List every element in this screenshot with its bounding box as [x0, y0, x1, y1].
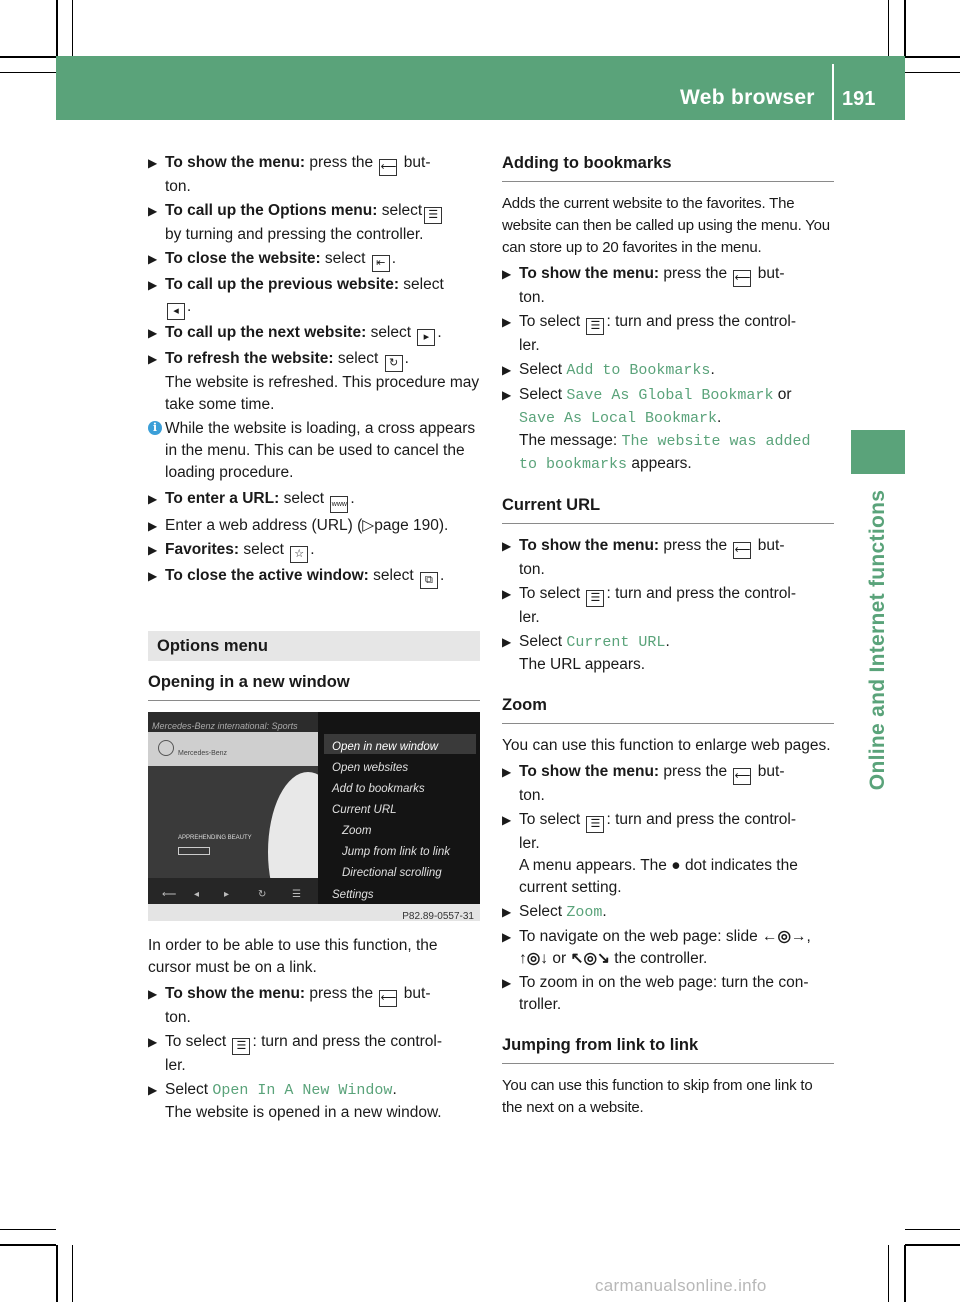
refresh-icon: ↻	[258, 889, 267, 900]
list-item: ▶ Favorites: select ☆ .	[148, 539, 480, 563]
options-icon: ☰	[292, 889, 301, 900]
paragraph: Adds the current website to the favorites. The website can then be called up using the menu. You can store up to 20 favorites in the menu.	[502, 195, 830, 256]
figure-options-menu	[318, 712, 480, 904]
options-icon: ☰	[232, 1038, 250, 1055]
back-icon: ⟵	[162, 889, 177, 900]
options-icon: ☰	[586, 816, 604, 833]
list-item: ▶ To select ☰ : turn and press the control- ler.	[502, 585, 797, 626]
list-item: ▶ To enter a URL: select www .	[148, 488, 480, 513]
section-banner: Options menu	[148, 631, 480, 661]
url-icon: www	[330, 496, 348, 513]
step-arrow-icon: ▶	[148, 987, 158, 1001]
crop-mark	[904, 1245, 906, 1302]
paragraph: In order to be able to use this function, the cursor must be on a link.	[148, 937, 438, 976]
list-item: ▶ To show the menu: press the ⟵ but- ton.	[502, 537, 785, 578]
list-item: ▶ To show the menu: press the ⟵ but- ton.	[148, 985, 431, 1026]
step-arrow-icon: ▶	[502, 388, 512, 402]
crop-mark	[0, 72, 56, 73]
list-item: ▶ To zoom in on the web page: turn the con- troller.	[502, 974, 809, 1013]
chapter-tab	[851, 430, 905, 474]
paragraph: You can use this function to skip from one link to the next on a website.	[502, 1077, 813, 1116]
crop-mark	[72, 1245, 73, 1302]
back-icon: ⟵	[733, 542, 751, 559]
controller-slide-lr-icon: ←◎→	[762, 928, 807, 945]
step-arrow-icon: ▶	[148, 1035, 158, 1049]
figure-toolbar	[148, 878, 318, 904]
next-icon: ▸	[224, 889, 230, 900]
step-arrow-icon: ▶	[502, 765, 512, 779]
list-item: ▶ To select ☰ : turn and press the control- ler.	[148, 1033, 443, 1074]
section-heading: Adding to bookmarks	[502, 152, 834, 182]
step-arrow-icon: ▶	[502, 635, 512, 649]
screenshot-figure	[148, 712, 480, 921]
list-item: ▶ Select Open In A New Window. The website is opened in a new window.	[148, 1081, 442, 1121]
crop-mark	[56, 0, 58, 56]
list-item: ▶ To show the menu: press the ⟵ but- ton.	[502, 265, 785, 306]
list-item: ▶ To close the active window: select ⧉ .	[148, 565, 480, 589]
controller-slide-ud-icon: ↑◎↓	[519, 950, 549, 967]
step-arrow-icon: ▶	[148, 1083, 158, 1097]
step-arrow-icon: ▶	[148, 156, 158, 170]
crop-mark	[888, 0, 889, 56]
menu-item: Settings	[332, 889, 374, 901]
section-heading: Current URL	[502, 494, 834, 524]
crop-mark	[905, 72, 960, 73]
list-item: ▶ Select Zoom.	[502, 903, 607, 921]
crop-mark	[56, 1245, 58, 1302]
crop-mark	[905, 56, 960, 58]
crop-mark	[905, 1229, 960, 1230]
step-arrow-icon: ▶	[148, 492, 158, 506]
list-item: ▶ Enter a web address (URL) (▷page 190).	[148, 515, 480, 537]
page-title: Web browser	[680, 86, 815, 109]
step-arrow-icon: ▶	[502, 539, 512, 553]
figure-topbar: Mercedes-Benz international: Sports	[148, 712, 480, 732]
info-note: i While the website is loading, a cross appears in the menu. This can be used to cancel the loading procedure.	[148, 418, 480, 484]
crop-mark	[905, 1244, 960, 1246]
crop-mark	[0, 1244, 56, 1246]
list-item: ▶ To show the menu: press the ⟵ but- ton.	[148, 154, 431, 195]
right-column	[502, 152, 834, 1123]
menu-item: Open websites	[332, 762, 409, 774]
previous-icon: ◂	[167, 303, 185, 320]
step-arrow-icon: ▶	[148, 326, 158, 340]
step-arrow-icon: ▶	[502, 930, 512, 944]
list-item: ▶ To call up the Options menu: select ☰ by turning and pressing the controller.	[148, 200, 480, 246]
page-ref-icon: ▷	[362, 517, 375, 534]
section-heading: Jumping from link to link	[502, 1034, 834, 1064]
options-icon: ☰	[586, 318, 604, 335]
menu-item: Current URL	[332, 804, 397, 816]
previous-icon: ◂	[194, 889, 200, 900]
section-heading: Zoom	[502, 694, 834, 724]
step-arrow-icon: ▶	[502, 905, 512, 919]
list-item: ▶ To call up the next website: select ▸ .	[148, 322, 480, 346]
step-arrow-icon: ▶	[502, 267, 512, 281]
crop-mark	[888, 1245, 889, 1302]
step-arrow-icon: ▶	[502, 363, 512, 377]
info-icon: i	[148, 421, 162, 435]
step-arrow-icon: ▶	[148, 352, 158, 366]
controller-slide-diag-icon: ↖◎↘	[570, 950, 610, 967]
crop-mark	[72, 0, 73, 56]
menu-item: Jump from link to link	[342, 846, 451, 858]
step-arrow-icon: ▶	[148, 278, 158, 292]
step-arrow-icon: ▶	[148, 252, 158, 266]
list-item: ▶ To show the menu: press the ⟵ but- ton.	[502, 763, 785, 804]
step-arrow-icon: ▶	[148, 204, 158, 218]
step-arrow-icon: ▶	[502, 976, 512, 990]
crop-mark	[904, 0, 906, 56]
next-icon: ▸	[417, 329, 435, 346]
crop-mark	[0, 56, 56, 58]
close-icon: ⇤	[372, 255, 390, 272]
back-icon: ⟵	[733, 768, 751, 785]
step-arrow-icon: ▶	[148, 543, 158, 557]
refresh-icon: ↻	[385, 355, 403, 372]
step-arrow-icon: ▶	[502, 813, 512, 827]
step-arrow-icon: ▶	[502, 315, 512, 329]
menu-item: Zoom	[342, 825, 372, 837]
favorites-icon: ☆	[290, 546, 308, 563]
step-arrow-icon: ▶	[148, 519, 158, 533]
list-item: ▶ To select ☰ : turn and press the control- ler. A menu appears. The ● dot indicates the current setting.	[502, 811, 798, 896]
page-number: 191	[842, 88, 876, 110]
menu-item: Open in new window	[332, 741, 439, 753]
step-arrow-icon: ▶	[502, 587, 512, 601]
list-item: ▶ To refresh the website: select ↻ . The website is refreshed. This procedure may take some time.	[148, 350, 480, 413]
menu-item: Add to bookmarks	[332, 783, 425, 795]
figure-webpage: Mercedes-Benz APPREHENDING BEAUTY	[148, 732, 318, 878]
crop-mark	[0, 1229, 56, 1230]
list-item: ▶ To close the website: select ⇤ .	[148, 248, 480, 272]
dot-icon: ●	[671, 857, 681, 874]
back-icon: ⟵	[733, 270, 751, 287]
menu-item: Directional scrolling	[342, 867, 442, 879]
list-item: ▶ Select Add to Bookmarks.	[502, 361, 715, 379]
brand-logo-icon	[158, 740, 174, 756]
back-icon: ⟵	[379, 990, 397, 1007]
list-item: ▶ Select Current URL. The URL appears.	[502, 633, 670, 673]
paragraph: You can use this function to enlarge web pages.	[502, 737, 831, 754]
section-heading: Opening in a new window	[148, 671, 480, 701]
figure-code: P82.89-0557-31	[148, 904, 480, 921]
step-arrow-icon: ▶	[148, 569, 158, 583]
back-icon: ⟵	[379, 159, 397, 176]
options-icon: ☰	[586, 590, 604, 607]
close-window-icon: ⧉	[420, 572, 438, 589]
list-item: ▶ To call up the previous website: select ◂ .	[148, 274, 480, 320]
left-column	[148, 152, 480, 1126]
header-divider	[832, 64, 834, 120]
list-item: ▶ To select ☰ : turn and press the control- ler.	[502, 313, 797, 354]
list-item: ▶ Select Save As Global Bookmark or Save As Local Bookmark. The message: The website was added to bookmarks appears.	[502, 386, 811, 473]
options-icon: ☰	[424, 207, 442, 224]
list-item: ▶ To navigate on the web page: slide ←◎→, ↑◎↓ or ↖◎↘ the controller.	[502, 928, 811, 967]
watermark: carmanualsonline.info	[595, 1276, 767, 1295]
